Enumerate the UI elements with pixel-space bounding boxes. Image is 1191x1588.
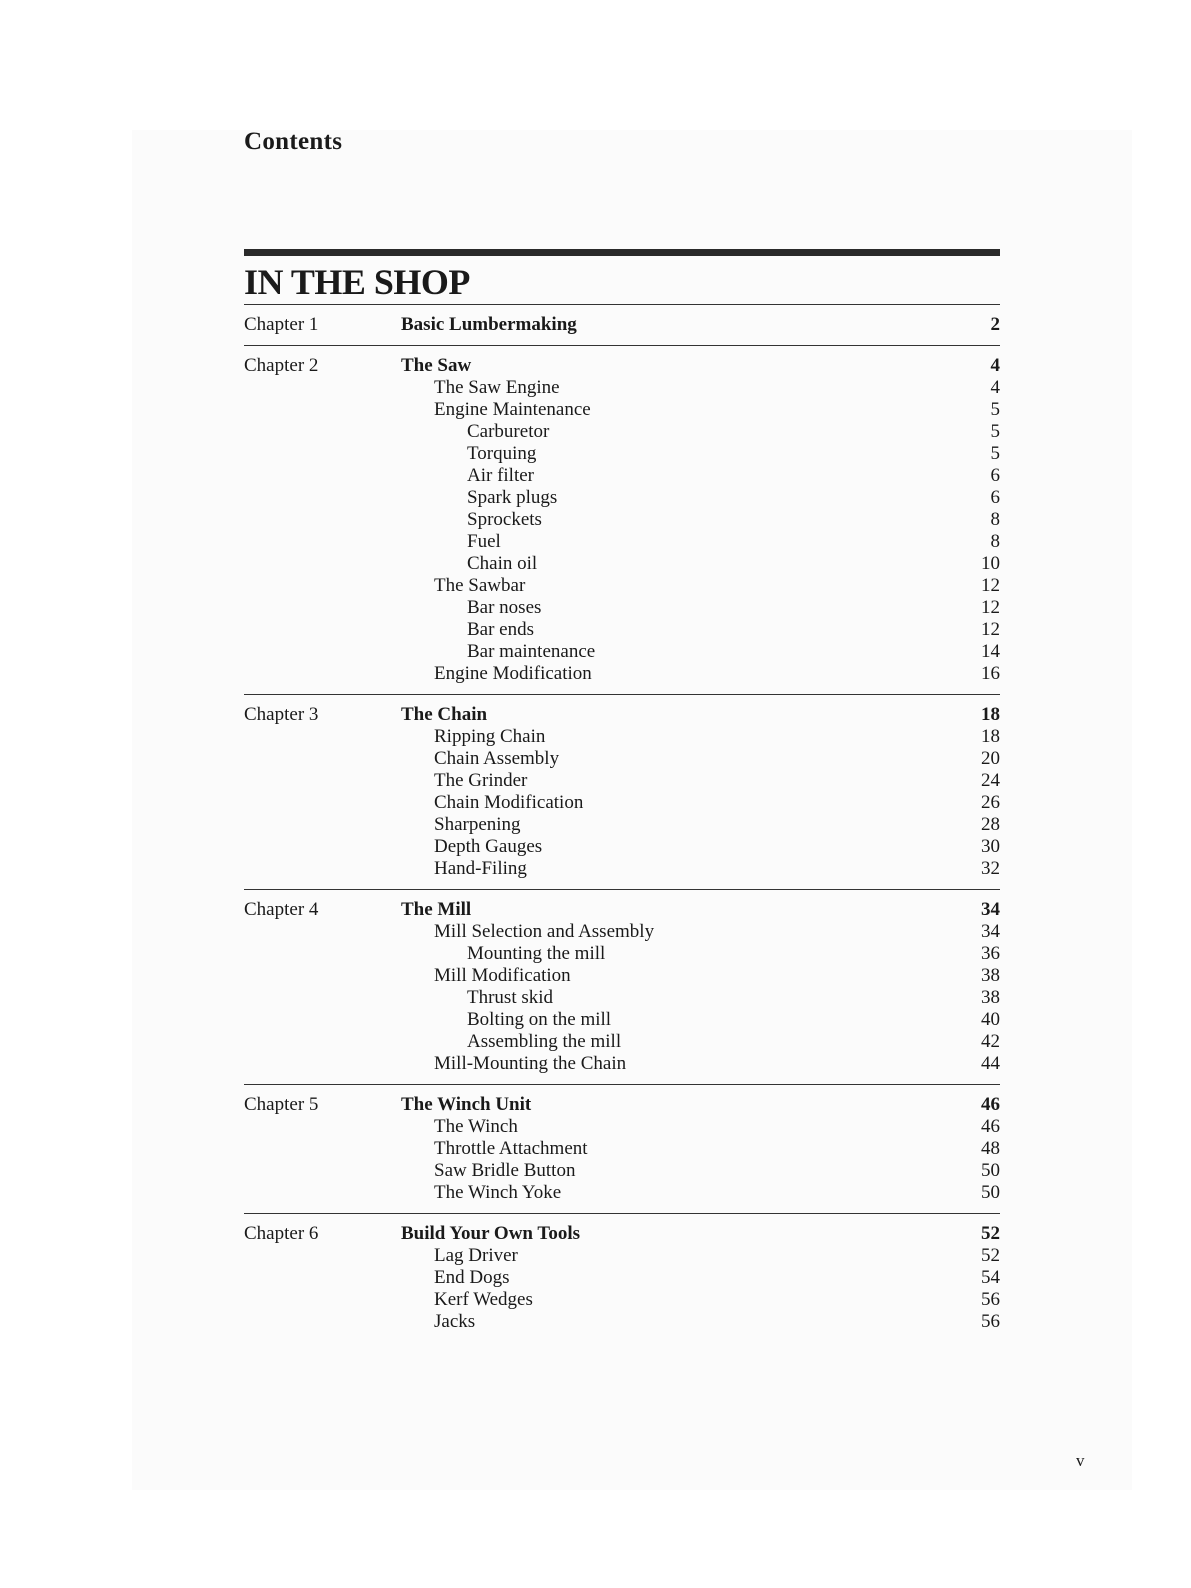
entry-title: The Saw <box>401 355 472 376</box>
toc-entry <box>401 509 1000 531</box>
entry-title: Bolting on the mill <box>467 1009 612 1030</box>
entry-page-number: 44 <box>981 1053 1000 1074</box>
entry-title: Basic Lumbermaking <box>401 314 577 335</box>
entry-page-number: 5 <box>990 421 1000 442</box>
entry-title: Mill Selection and Assembly <box>434 921 655 942</box>
entry-title: Chain Assembly <box>434 748 560 769</box>
entry-page-number: 56 <box>981 1289 1000 1310</box>
entry-page-number: 52 <box>981 1245 1000 1266</box>
entry-page-number: 52 <box>981 1223 1000 1244</box>
toc-entry <box>401 1009 1000 1031</box>
entry-page-number: 36 <box>981 943 1000 964</box>
toc-entry <box>401 726 1000 748</box>
chapter-entries <box>401 704 1000 880</box>
page-number: v <box>1076 1451 1085 1470</box>
entry-page-number: 14 <box>981 641 1000 662</box>
chapter-label: Chapter 3 <box>244 704 319 725</box>
entry-page-number: 8 <box>990 531 1000 552</box>
toc-entry <box>401 1245 1000 1267</box>
toc-entry <box>401 987 1000 1009</box>
entry-title: The Saw Engine <box>434 377 560 398</box>
entry-page-number: 12 <box>981 619 1000 640</box>
toc-entry <box>401 1267 1000 1289</box>
toc-entry <box>401 748 1000 770</box>
chapter-list <box>244 304 1000 1342</box>
entry-page-number: 18 <box>981 726 1000 747</box>
entry-page-number: 32 <box>981 858 1000 879</box>
toc-entry <box>401 641 1000 663</box>
entry-title: Sprockets <box>467 509 542 530</box>
toc-entry <box>401 553 1000 575</box>
entry-title: Saw Bridle Button <box>434 1160 576 1181</box>
toc-entry <box>401 1116 1000 1138</box>
toc-entry <box>401 663 1000 685</box>
section-rule <box>244 249 1000 256</box>
chapter-title-entry <box>401 1094 1000 1116</box>
entry-title: The Winch Unit <box>401 1094 532 1115</box>
toc-entry <box>401 921 1000 943</box>
section-title: IN THE SHOP <box>244 262 470 302</box>
entry-page-number: 34 <box>981 921 1000 942</box>
entry-title: Jacks <box>434 1311 476 1332</box>
toc-entry <box>401 377 1000 399</box>
entry-page-number: 5 <box>990 443 1000 464</box>
entry-title: Air filter <box>467 465 535 486</box>
entry-page-number: 28 <box>981 814 1000 835</box>
entry-title: The Winch Yoke <box>434 1182 562 1203</box>
entry-page-number: 10 <box>981 553 1000 574</box>
chapter-6 <box>244 1213 1000 1342</box>
toc-entry <box>401 943 1000 965</box>
chapter-entries <box>401 355 1000 685</box>
toc-entry <box>401 421 1000 443</box>
chapter-4 <box>244 889 1000 1084</box>
entry-page-number: 6 <box>990 465 1000 486</box>
chapter-label: Chapter 6 <box>244 1223 319 1244</box>
entry-title: Mounting the mill <box>467 943 606 964</box>
entry-page-number: 4 <box>990 355 1000 376</box>
page-title: Contents <box>244 128 343 155</box>
toc-entry <box>401 1160 1000 1182</box>
entry-page-number: 42 <box>981 1031 1000 1052</box>
entry-page-number: 4 <box>990 377 1000 398</box>
entry-page-number: 20 <box>981 748 1000 769</box>
table-of-contents <box>244 249 1000 1342</box>
entry-page-number: 12 <box>981 575 1000 596</box>
toc-entry <box>401 836 1000 858</box>
toc-entry <box>401 531 1000 553</box>
entry-page-number: 24 <box>981 770 1000 791</box>
entry-page-number: 46 <box>981 1094 1000 1115</box>
entry-title: Chain Modification <box>434 792 584 813</box>
chapter-title-entry <box>401 314 1000 336</box>
entry-title: Mill-Mounting the Chain <box>434 1053 627 1074</box>
entry-title: Assembling the mill <box>467 1031 622 1052</box>
entry-title: Bar maintenance <box>467 641 596 662</box>
toc-entry <box>401 1311 1000 1333</box>
entry-title: Mill Modification <box>434 965 571 986</box>
entry-page-number: 56 <box>981 1311 1000 1332</box>
chapter-5 <box>244 1084 1000 1213</box>
entry-title: Fuel <box>467 531 501 552</box>
entry-title: Thrust skid <box>467 987 554 1008</box>
entry-title: Kerf Wedges <box>434 1289 533 1310</box>
chapter-entries <box>401 1094 1000 1204</box>
toc-entry <box>401 1031 1000 1053</box>
entry-page-number: 26 <box>981 792 1000 813</box>
entry-title: Bar noses <box>467 597 542 618</box>
entry-title: Torquing <box>467 443 537 464</box>
toc-entry <box>401 465 1000 487</box>
entry-title: Sharpening <box>434 814 521 835</box>
entry-title: Build Your Own Tools <box>401 1223 581 1244</box>
entry-title: The Mill <box>401 899 472 920</box>
entry-page-number: 5 <box>990 399 1000 420</box>
entry-page-number: 8 <box>990 509 1000 530</box>
chapter-entries <box>401 899 1000 1075</box>
toc-entry <box>401 965 1000 987</box>
entry-title: The Chain <box>401 704 488 725</box>
entry-title: Chain oil <box>467 553 538 574</box>
entry-title: Ripping Chain <box>434 726 546 747</box>
chapter-title-entry <box>401 1223 1000 1245</box>
entry-title: Throttle Attachment <box>434 1138 588 1159</box>
entry-page-number: 34 <box>981 899 1000 920</box>
entry-title: Lag Driver <box>434 1245 518 1266</box>
entry-page-number: 46 <box>981 1116 1000 1137</box>
entry-page-number: 30 <box>981 836 1000 857</box>
entry-title: Hand-Filing <box>434 858 527 879</box>
entry-page-number: 50 <box>981 1182 1000 1203</box>
toc-entry <box>401 1289 1000 1311</box>
entry-title: Carburetor <box>467 421 550 442</box>
entry-title: Depth Gauges <box>434 836 543 857</box>
chapter-label: Chapter 4 <box>244 899 319 920</box>
entry-title: The Sawbar <box>434 575 526 596</box>
toc-entry <box>401 1138 1000 1160</box>
entry-title: End Dogs <box>434 1267 510 1288</box>
entry-title: The Grinder <box>434 770 528 791</box>
entry-title: Engine Modification <box>434 663 592 684</box>
entry-page-number: 6 <box>990 487 1000 508</box>
entry-page-number: 38 <box>981 965 1000 986</box>
entry-page-number: 40 <box>981 1009 1000 1030</box>
entry-page-number: 2 <box>990 314 1000 335</box>
toc-entry <box>401 619 1000 641</box>
chapter-entries <box>401 1223 1000 1333</box>
entry-page-number: 12 <box>981 597 1000 618</box>
chapter-entries <box>401 314 1000 336</box>
chapter-label: Chapter 2 <box>244 355 319 376</box>
toc-entry <box>401 814 1000 836</box>
entry-page-number: 54 <box>981 1267 1000 1288</box>
toc-entry <box>401 487 1000 509</box>
entry-title: Bar ends <box>467 619 535 640</box>
toc-entry <box>401 858 1000 880</box>
toc-entry <box>401 399 1000 421</box>
toc-entry <box>401 597 1000 619</box>
toc-entry <box>401 1053 1000 1075</box>
chapter-3 <box>244 694 1000 889</box>
chapter-label: Chapter 5 <box>244 1094 319 1115</box>
chapter-title-entry <box>401 704 1000 726</box>
toc-entry <box>401 792 1000 814</box>
entry-page-number: 38 <box>981 987 1000 1008</box>
toc-entry <box>401 575 1000 597</box>
toc-entry <box>401 1182 1000 1204</box>
toc-entry <box>401 443 1000 465</box>
chapter-2 <box>244 345 1000 694</box>
toc-entry <box>401 770 1000 792</box>
entry-page-number: 18 <box>981 704 1000 725</box>
chapter-title-entry <box>401 899 1000 921</box>
chapter-title-entry <box>401 355 1000 377</box>
entry-page-number: 50 <box>981 1160 1000 1181</box>
entry-page-number: 48 <box>981 1138 1000 1159</box>
entry-title: The Winch <box>434 1116 518 1137</box>
entry-title: Engine Maintenance <box>434 399 591 420</box>
chapter-1 <box>244 304 1000 345</box>
entry-page-number: 16 <box>981 663 1000 684</box>
entry-title: Spark plugs <box>467 487 558 508</box>
chapter-label: Chapter 1 <box>244 314 319 335</box>
